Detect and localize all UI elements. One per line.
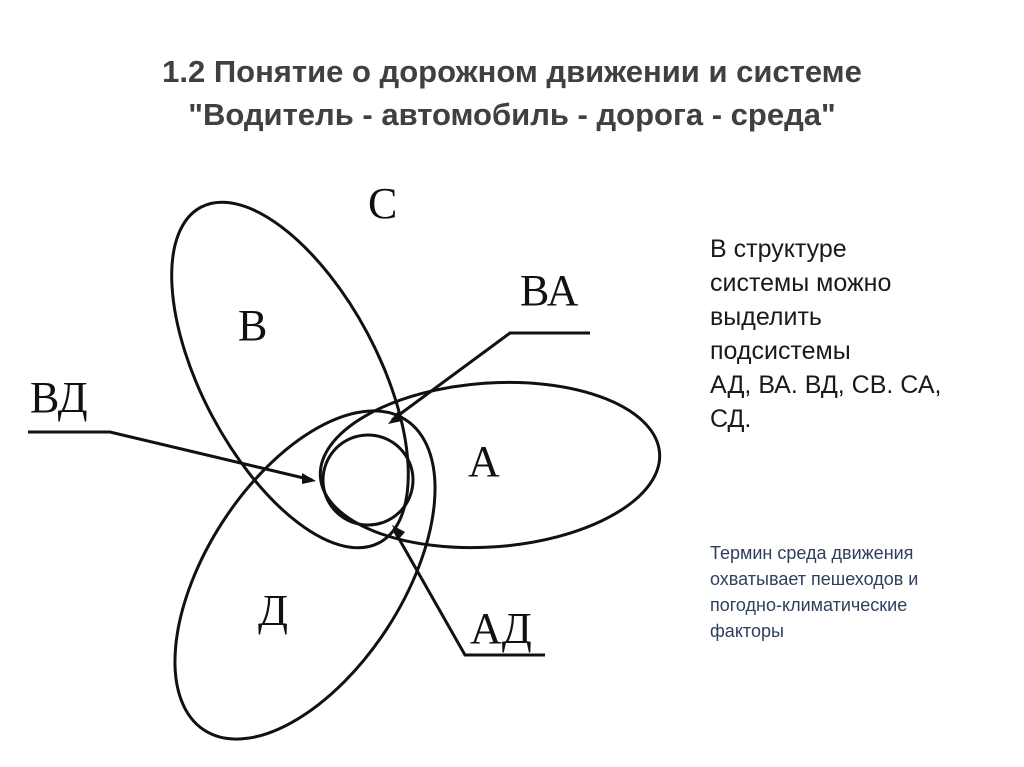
environment-note [710,540,1010,644]
environment-note-line-4: факторы [710,621,784,641]
ellipse-driver [123,166,457,584]
environment-note-line-1: Термин среда движения [710,543,914,563]
label-b: В [238,301,268,350]
label-a: А [468,437,500,486]
leader-line-va [392,333,590,420]
ellipse-road [122,366,488,767]
subsystems-text-line-2: системы можно [710,269,892,297]
subsystems-text [710,232,1010,436]
subsystems-text-line-5: АД, ВА. ВД, СВ. СА, [710,371,942,399]
arrow-vd [302,473,316,484]
slide-title-line-2: "Водитель - автомобиль - дорога - среда" [188,97,836,132]
subsystems-text-line-3: выделить [710,303,822,331]
leader-line-vd [28,432,312,480]
label-d: Д [258,586,289,635]
subsystems-text-line-1: В структуре [710,235,847,263]
slide-title-line-1: 1.2 Понятие о дорожном движении и системе [162,54,862,89]
label-c: С [368,179,398,228]
environment-note-line-3: погодно-климатические [710,595,908,615]
label-vd: ВД [30,373,88,422]
label-va: ВА [520,266,579,315]
center-circle [323,435,413,525]
label-ad: АД [470,604,532,653]
subsystems-text-line-4: подсистемы [710,337,851,365]
environment-note-line-2: охватывает пешеходов и [710,569,919,589]
subsystems-text-line-6: СД. [710,405,752,433]
